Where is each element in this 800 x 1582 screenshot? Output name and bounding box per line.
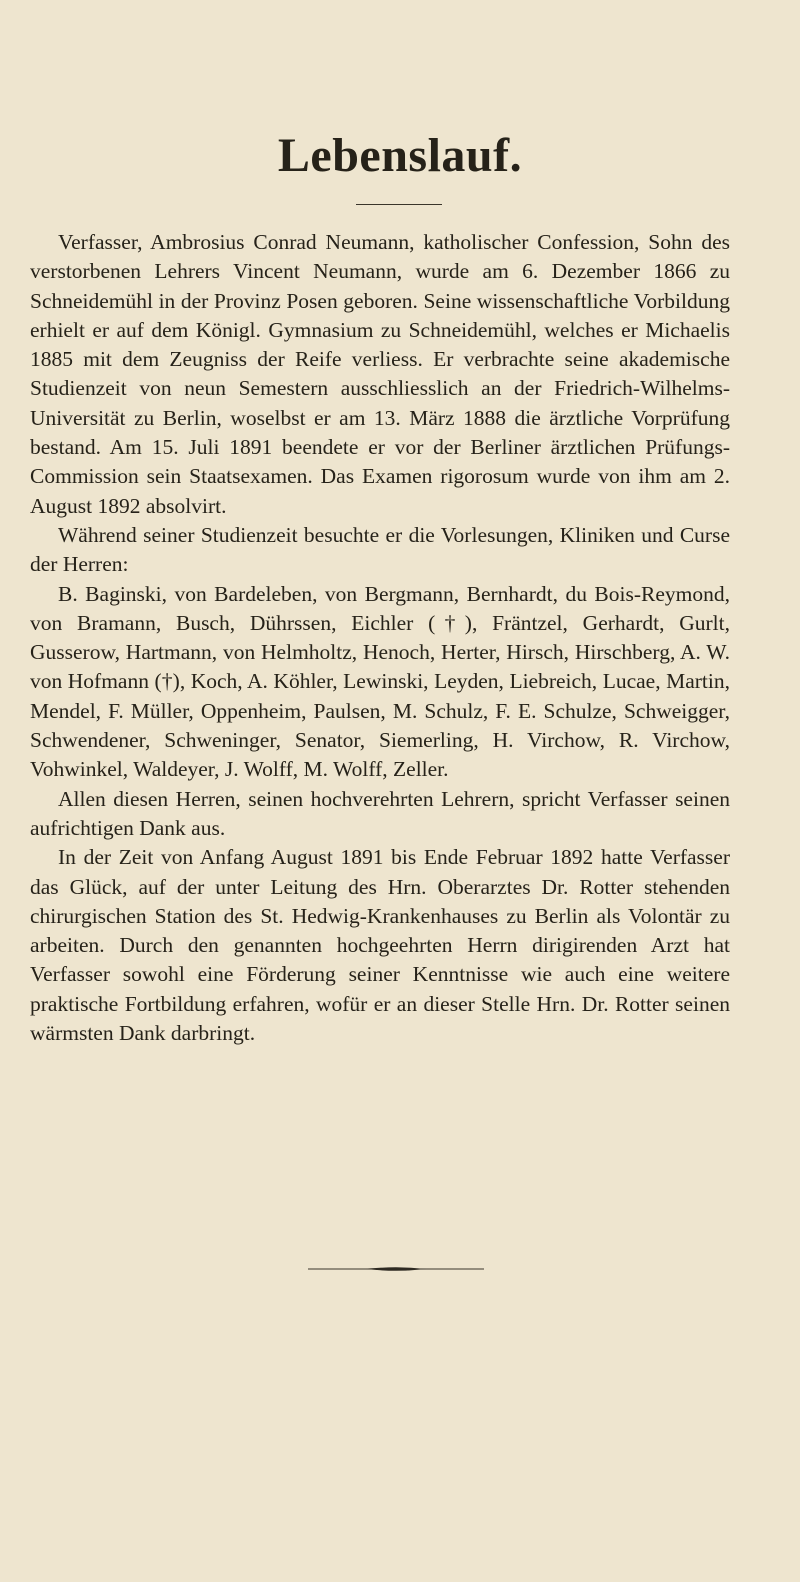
paragraph-thanks: Allen diesen Herren, seinen hochverehrten Lehrern, spricht Verfasser seinen aufrichtigen Dank aus. xyxy=(30,786,730,840)
paragraph-teachers-list: B. Baginski, von Bardeleben, von Bergmann, Bernhardt, du Bois-Reymond, von Bramann, Busch, Dührssen, Eichler (†), Fräntzel, Gerhardt, Gurlt, Gusserow, Hartmann, von Helmholtz, Henoch, Herter, Hirsch, Hirschberg, A. W. von Hofmann (†), Koch, A. Köhler, Lewinski, Leyden, Liebreich, Lucae, Martin, Mendel, F. Müller, Oppenheim, Paulsen, M. Schulz, F. E. Schulze, Schweigger, Schwendener, Schweninger, Senator, Siemerling, H. Virchow, R. Virchow, Vohwinkel, Waldeyer, J. Wolff, M. Wolff, Zeller. xyxy=(30,581,730,782)
paragraph-volunteer-work: In der Zeit von Anfang August 1891 bis Ende Februar 1892 hatte Verfasser das Glück, auf der unter Leitung des Hrn. Oberarztes Dr. Rotter stehenden chirurgischen Station des St. Hedwig-Krankenhauses zu Berlin als Volontär zu arbeiten. Durch den genannten hochgeehrten Herrn dirigirenden Arzt hat Verfasser sowohl eine Förderung seiner Kenntnisse wie auch eine weitere praktische Fortbildung erfahren, wofür er an dieser Stelle Hrn. Dr. Rotter seinen wärmsten Dank darbringt. xyxy=(30,845,730,1046)
title-divider-rule xyxy=(356,204,442,205)
end-ornament-rule xyxy=(308,1265,484,1273)
paragraph-studies-intro: Während seiner Studienzeit besuchte er die Vorlesungen, Kliniken und Curse der Herren: xyxy=(30,522,730,577)
paragraph-biography: Verfasser, Ambrosius Conrad Neumann, katholischer Confession, Sohn des verstorbenen Lehrers Vincent Neumann, wurde am 6. Dezember 1866 zu Schneidemühl in der Provinz Posen geboren. Seine wissenschaftliche Vorbildung erhielt er auf dem Königl. Gymnasium zu Schneidemühl, welches er Michaelis 1885 mit dem Zeugniss der Reife verliess. Er verbrachte seine akademische Studienzeit von neun Semestern ausschliesslich an der Friedrich-Wilhelms-Universität zu Berlin, woselbst er am 13. März 1888 die ärztliche Vorprüfung bestand. Am 15. Juli 1891 beendete er vor der Berliner ärztlichen Prüfungs-Commission sein Staatsexamen. Das Examen rigorosum wurde von ihm am 2. August 1892 absolvirt. xyxy=(30,230,730,518)
document-title: Lebenslauf. xyxy=(277,129,523,182)
document-body xyxy=(30,228,730,1048)
